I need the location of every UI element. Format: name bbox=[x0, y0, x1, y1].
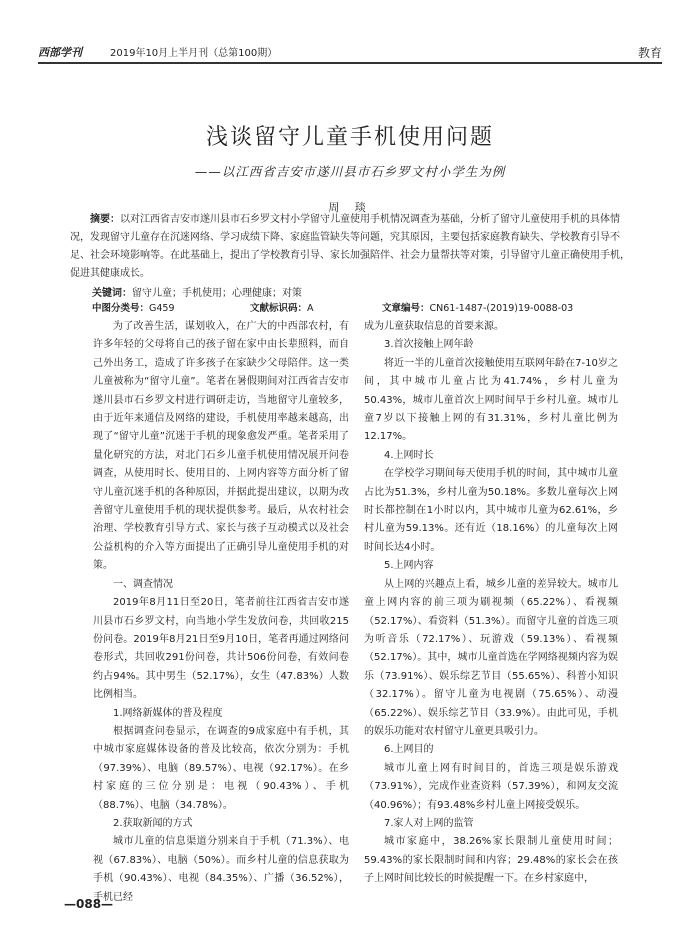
article-title: 浅谈留守儿童手机使用问题 bbox=[205, 125, 494, 150]
keywords-text: 留守儿童；手机使用；心理健康；对策 bbox=[132, 288, 302, 299]
section-heading: 7.家人对上网的监管 bbox=[384, 817, 474, 829]
abstract-label: 摘要： bbox=[90, 214, 120, 225]
keywords-label: 关键词： bbox=[92, 288, 132, 299]
paragraph: 城市儿童的信息渠道分别来自于手机（71.3%）、电视（67.83%）、电脑（50%）。而乡村儿童的信息获取为手机（90.43%）、电视（84.35%）、广播（36.52%），手机已经 bbox=[93, 836, 349, 903]
left-column bbox=[93, 318, 349, 907]
section-heading: 一、调查情况 bbox=[113, 578, 173, 590]
article-subtitle: ——以江西省吉安市遂川县市石乡罗文村小学生为例 bbox=[194, 164, 506, 179]
paragraph: 成为儿童获取信息的首要来源。 bbox=[364, 321, 504, 332]
page-number: —088— bbox=[64, 897, 114, 911]
paragraph: 为了改善生活，谋划收入，在广大的中西部农村，有许多年轻的父母将自己的孩子留在家中由长辈照料，而自己外出务工，造成了许多孩子在家缺少父母陪伴。这一类儿童被称为“留守儿童”。笔者在暑假期间对江西省吉安市遂川县市石乡罗文村进行调研走访，当地留守儿童较多，由于近年来通信及网络的建设，手机使用率越来越高，出现了“留守儿童”沉迷于手机的现象愈发严重。笔者采用了量化研究的方法，对北门石乡儿童手机使用情况展开问卷调查，从使用时长、使用目的、上网内容等方面分析了留守儿童沉迷手机的各种原因，并据此提出建议，以期为改善留守儿童使用手机的现状提供参考。最后，从农村社会治理、学校教育引导方式、家长与孩子互动模式以及社会公益机构的介入等方面提出了正确引导儿童使用手机的对策。 bbox=[93, 321, 349, 572]
abstract-text: 以对江西省吉安市遂川县市石乡罗文村小学留守儿童使用手机情况调查为基础，分析了留守儿童使用手机的具体情况，发现留守儿童存在沉迷网络、学习成绩下降、家庭监管缺失等问题，究其原因，主要包括家庭教育缺失、学校教育引导不足、社会环境影响等。在此基础上，提出了学校教育引导、家长加强陪伴、社会力量帮扶等对策，引导留守儿童正确使用手机，促进其健康成长。 bbox=[70, 214, 630, 279]
section-heading: 5.上网内容 bbox=[384, 560, 434, 572]
clc-number: 中图分类号：G459 bbox=[92, 303, 175, 314]
section-heading: 4.上网时长 bbox=[384, 449, 434, 461]
journal-name: 西部学刊 bbox=[38, 46, 82, 59]
right-column bbox=[364, 318, 618, 889]
classification-row bbox=[92, 300, 632, 314]
article-number: 文章编号：CN61-1487-(2019)19-0088-03 bbox=[382, 303, 574, 314]
section-heading: 1.网络新媒体的普及程度 bbox=[113, 707, 223, 719]
paragraph: 将近一半的儿童首次接触使用互联网年龄在7-10岁之间，其中城市儿童占比为41.74%，乡村儿童为50.43%，城市儿童首次上网时间早于乡村儿童。城市儿童7岁以下接触上网的有31.31%，乡村儿童比例为12.17%。 bbox=[364, 357, 618, 443]
section-heading: 6.上网目的 bbox=[384, 744, 434, 756]
paragraph: 在学校学习期间每天使用手机的时间，其中城市儿童占比为51.3%，乡村儿童为50.18%。多数儿童每次上网时长都控制在1小时以内，其中城市儿童为62.61%，乡村儿童为59.13%。还有近（18.16%）的儿童每次上网时间长达4小时。 bbox=[364, 468, 618, 553]
section-label: 教育 bbox=[637, 46, 662, 60]
author-name: 周 琰 bbox=[328, 201, 372, 214]
paragraph: 从上网的兴趣点上看，城乡儿童的差异较大。城市儿童上网内容的前三项为刷视频（65.22%）、看视频（52.17%）、看资料（51.3%）。而留守儿童的首选三项为听音乐（72.17%）、玩游戏（59.13%）、看视频（52.17%）。其中，城市儿童首选在学网络视频内容为娱乐（73.91%）、娱乐综艺节目（55.65%）、科普小知识（32.17%）。留守儿童为电视剧（75.65%）、动漫（65.22%）、娱乐综艺节目（33.9%）。由此可见，手机的娱乐功能对农村留守儿童更具吸引力。 bbox=[364, 578, 618, 737]
page-header bbox=[38, 36, 662, 64]
paragraph: 2019年8月11日至20日，笔者前往江西省吉安市遂川县市石乡罗文村，向当地小学生发放问卷，共回收215份问卷。2019年8月21日至9月10日，笔者再通过网络问卷形式，共回收291份问卷，共计506份问卷，有效问卷约占94%。其中男生（52.17%），女生（47.83%）人数比例相当。 bbox=[93, 597, 349, 701]
abstract bbox=[70, 211, 630, 283]
section-heading: 3.首次接触上网年龄 bbox=[384, 339, 474, 351]
paragraph: 根据调查问卷显示，在调查的9成家庭中有手机，其中城市家庭媒体设备的普及比较高，依次分别为：手机（97.39%）、电脑（89.57%）、电视（92.17%）。在乡村家庭的三位分别是：电视（90.43%）、手机（88.7%）、电脑（34.78%）。 bbox=[93, 725, 349, 811]
header-rule bbox=[38, 62, 662, 64]
paragraph: 城市家庭中，38.26%家长限制儿童使用时间；59.43%的家长限制时间和内容；29.48%的家长会在孩子上网时间比较长的时候提醒一下。在乡村家庭中， bbox=[364, 836, 618, 885]
issue-info: 2019年10月上半月刊（总第100期） bbox=[110, 48, 278, 59]
section-heading: 2.获取新闻的方式 bbox=[113, 817, 193, 829]
keywords bbox=[92, 284, 630, 299]
document-code: 文献标识码：A bbox=[250, 303, 314, 314]
paragraph: 城市儿童上网有时间目的，首选三项是娱乐游戏（73.91%），完成作业查资料（57.39%），和网友交流（40.96%）；有93.48%乡村儿童上网接受娱乐。 bbox=[364, 762, 618, 811]
